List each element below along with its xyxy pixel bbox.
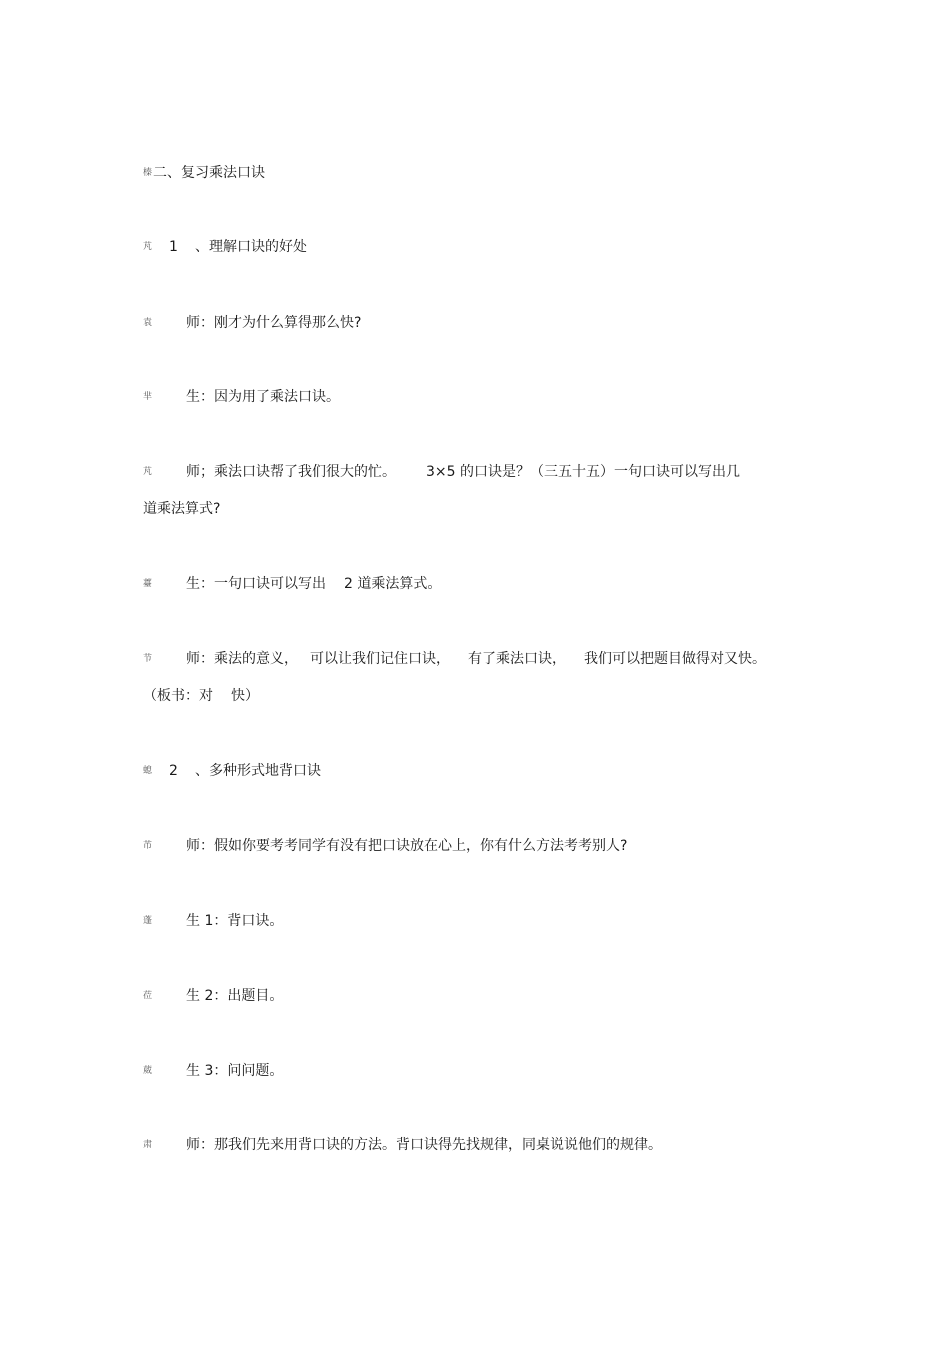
margin-mark: 芇	[143, 841, 153, 851]
paragraph-text: 师：刚才为什么算得那么快?	[186, 315, 362, 331]
paragraph-text: 生 1：背口诀。	[186, 913, 284, 929]
margin-mark: 芈	[143, 392, 153, 402]
margin-mark: 肃	[143, 1140, 153, 1150]
paragraph	[143, 313, 823, 333]
margin-mark: 莅	[143, 991, 153, 1001]
subheading-text: 、多种形式地背口诀	[195, 763, 321, 779]
subheading-text: 、理解口诀的好处	[195, 239, 307, 255]
margin-mark: 芃	[143, 467, 153, 477]
subheading-2	[143, 761, 823, 781]
heading-text: 二、复习乘法口诀	[153, 165, 265, 181]
margin-mark: 节	[143, 654, 153, 664]
paragraph-text: 快）	[231, 688, 259, 704]
paragraph	[143, 836, 823, 856]
section-heading	[143, 163, 823, 183]
subheading-1	[143, 237, 823, 257]
subheading-number: 1	[169, 239, 178, 255]
paragraph-text: 生 2：出题目。	[186, 988, 284, 1004]
paragraph	[143, 1061, 823, 1081]
paragraph	[143, 986, 823, 1006]
paragraph	[143, 911, 823, 931]
paragraph-text: 师；乘法口诀帮了我们很大的忙。	[186, 464, 396, 480]
paragraph-text: 师：那我们先来用背口诀的方法。背口诀得先找规律，同桌说说他们的规律。	[186, 1137, 662, 1153]
paragraph-text: 师：假如你要考考同学有没有把口诀放在心上，你有什么方法考考别人?	[186, 838, 628, 854]
paragraph-text: 道乘法算式?	[143, 501, 221, 517]
paragraph-text: 生：一句口诀可以写出	[186, 576, 326, 592]
paragraph-text: 我们可以把题目做得对又快。	[584, 651, 766, 667]
paragraph-text: （板书：对	[143, 688, 213, 704]
paragraph-text: 生 3：问问题。	[186, 1063, 284, 1079]
paragraph	[143, 387, 823, 407]
paragraph-text: 有了乘法口诀，	[468, 651, 566, 667]
margin-mark: 袁	[143, 318, 153, 328]
paragraph	[143, 1135, 823, 1155]
paragraph-text: 师：乘法的意义，	[186, 651, 298, 667]
paragraph-text: 3×5 的口诀是？（三五十五）一句口诀可以写出几	[426, 464, 740, 480]
paragraph	[143, 574, 823, 594]
margin-mark: 蓬	[143, 916, 153, 926]
margin-mark: 薹	[143, 579, 153, 589]
paragraph-text: 生：因为用了乘法口诀。	[186, 389, 340, 405]
margin-mark: 榛	[143, 168, 153, 178]
paragraph-text: 可以让我们记住口诀，	[310, 651, 450, 667]
margin-mark: 螅	[143, 766, 153, 776]
margin-mark: 芃	[143, 242, 153, 252]
paragraph	[143, 462, 823, 482]
paragraph-continuation	[143, 686, 823, 706]
subheading-number: 2	[169, 763, 178, 779]
paragraph-continuation	[143, 499, 823, 519]
paragraph	[143, 649, 823, 669]
paragraph-text: 2 道乘法算式。	[344, 576, 442, 592]
margin-mark: 葳	[143, 1066, 153, 1076]
